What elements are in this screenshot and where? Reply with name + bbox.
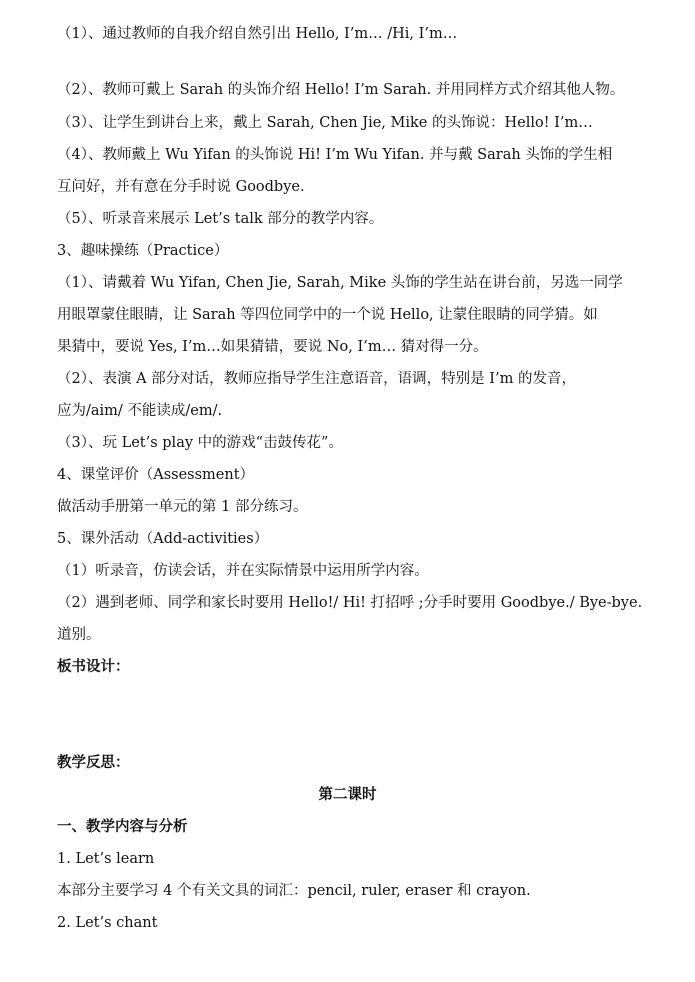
add-activities-item-2-line-1: （2）遇到老师、同学和家长时要用 Hello!/ Hi! 打招呼 ;分手时要用 Goodbye./ Bye-bye. <box>57 595 643 611</box>
lets-learn-heading: 1. Let’s learn <box>57 851 155 867</box>
add-activities-heading: 5、课外活动（Add-activities） <box>57 531 269 547</box>
lets-chant-heading: 2. Let’s chant <box>57 915 158 931</box>
teaching-reflection-heading: 教学反思： <box>57 755 130 771</box>
practice-item-3: （3）、玩 Let’s play 中的游戏“击鼓传花”。 <box>57 435 343 451</box>
lets-learn-text: 本部分主要学习 4 个有关文具的词汇：pencil, ruler, eraser 和 crayon. <box>57 883 531 899</box>
practice-heading: 3、趣味操练（Practice） <box>57 243 229 259</box>
assessment-text: 做活动手册第一单元的第 1 部分练习。 <box>57 499 308 515</box>
lesson-two-title: 第二课时 <box>318 787 377 803</box>
step-2-item-4-line-2: 互问好，并有意在分手时说 Goodbye. <box>57 179 305 195</box>
step-2-item-5: （5）、听录音来展示 Let’s talk 部分的教学内容。 <box>57 211 384 227</box>
practice-item-2-line-1: （2）、表演 A 部分对话，教师应指导学生注意语音，语调，特别是 I’m 的发音， <box>57 371 576 387</box>
step-2-item-3: （3）、让学生到讲台上来，戴上 Sarah, Chen Jie, Mike 的头饰说：Hello! I’m… <box>57 115 593 131</box>
practice-item-1-line-2: 用眼罩蒙住眼睛，让 Sarah 等四位同学中的一个说 Hello, 让蒙住眼睛的同学猜。如 <box>57 307 598 323</box>
add-activities-item-2-line-2: 道别。 <box>57 627 101 643</box>
practice-item-1-line-1: （1）、请戴着 Wu Yifan, Chen Jie, Sarah, Mike 头饰的学生站在讲台前，另选一同学 <box>57 275 623 291</box>
step-2-item-2: （2）、教师可戴上 Sarah 的头饰介绍 Hello! I’m Sarah. 并用同样方式介绍其他人物。 <box>57 82 625 98</box>
practice-item-1-line-3: 果猜中，要说 Yes, I’m…如果猜错，要说 No, I’m… 猜对得一分。 <box>57 339 488 355</box>
practice-item-2-line-2: 应为/aim/ 不能读成/em/. <box>57 403 223 419</box>
add-activities-item-1: （1）听录音，仿读会话，并在实际情景中运用所学内容。 <box>57 563 429 579</box>
assessment-heading: 4、课堂评价（Assessment） <box>57 467 255 483</box>
step-2-item-1: （1）、通过教师的自我介绍自然引出 Hello, I’m… /Hi, I’m… <box>57 26 458 42</box>
section-one-heading: 一、教学内容与分析 <box>57 819 188 835</box>
step-2-item-4-line-1: （4）、教师戴上 Wu Yifan 的头饰说 Hi! I’m Wu Yifan. 并与戴 Sarah 头饰的学生相 <box>57 147 613 163</box>
board-design-heading: 板书设计： <box>57 659 130 675</box>
